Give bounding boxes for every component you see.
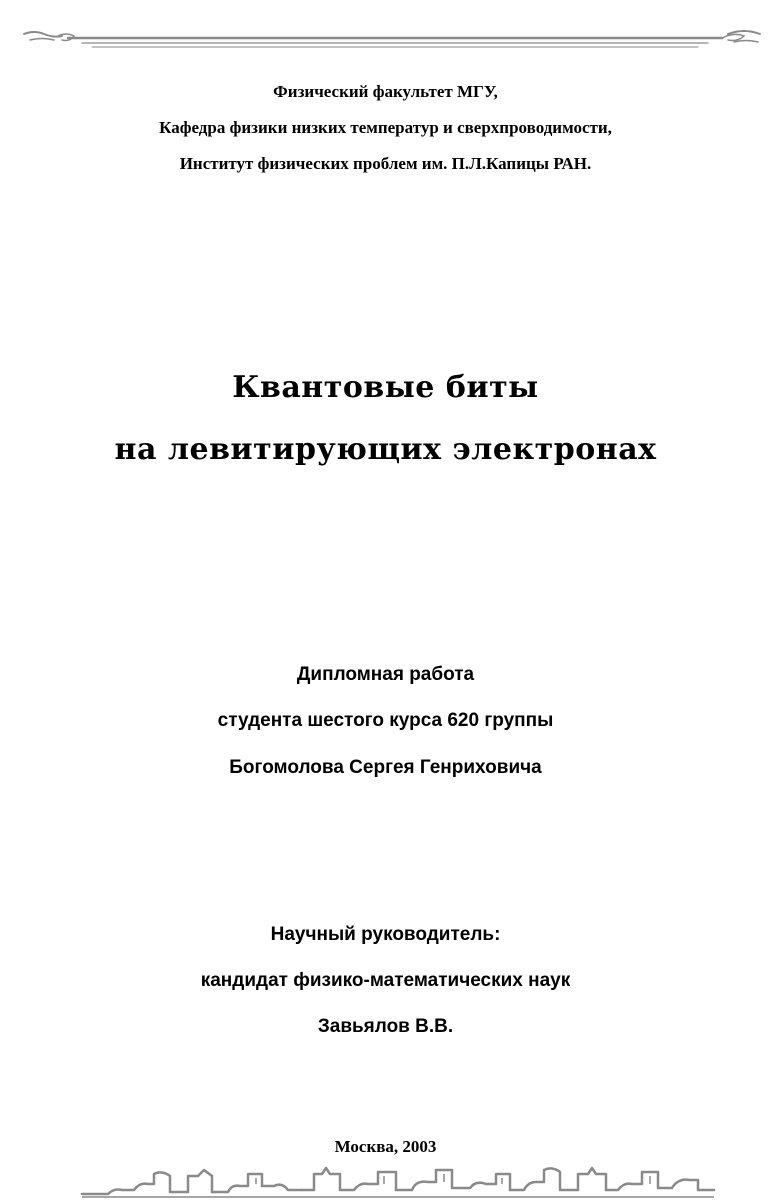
supervisor-name: Завьялов В.В. [317,1016,454,1037]
thesis-type: Дипломная работа [296,664,475,685]
bottom-ornament-border [78,1162,718,1200]
supervisor-degree: кандидат физико-математических наук [200,970,571,991]
title-line-2: на левитирующих электронах [114,432,657,467]
top-ornament-border [22,26,762,56]
title-line-1: Квантовые биты [232,370,539,405]
institute-line: Институт физических проблем им. П.Л.Капицы РАН. [179,154,592,173]
place-year: Москва, 2003 [334,1137,437,1156]
supervisor-label: Научный руководитель: [270,924,501,945]
student-name: Богомолова Сергея Генриховича [229,757,542,778]
department-line: Кафедра физики низких температур и сверхпроводимости, [159,118,612,137]
student-course: студента шестого курса 620 группы [217,710,554,731]
faculty-line: Физический факультет МГУ, [273,82,498,101]
